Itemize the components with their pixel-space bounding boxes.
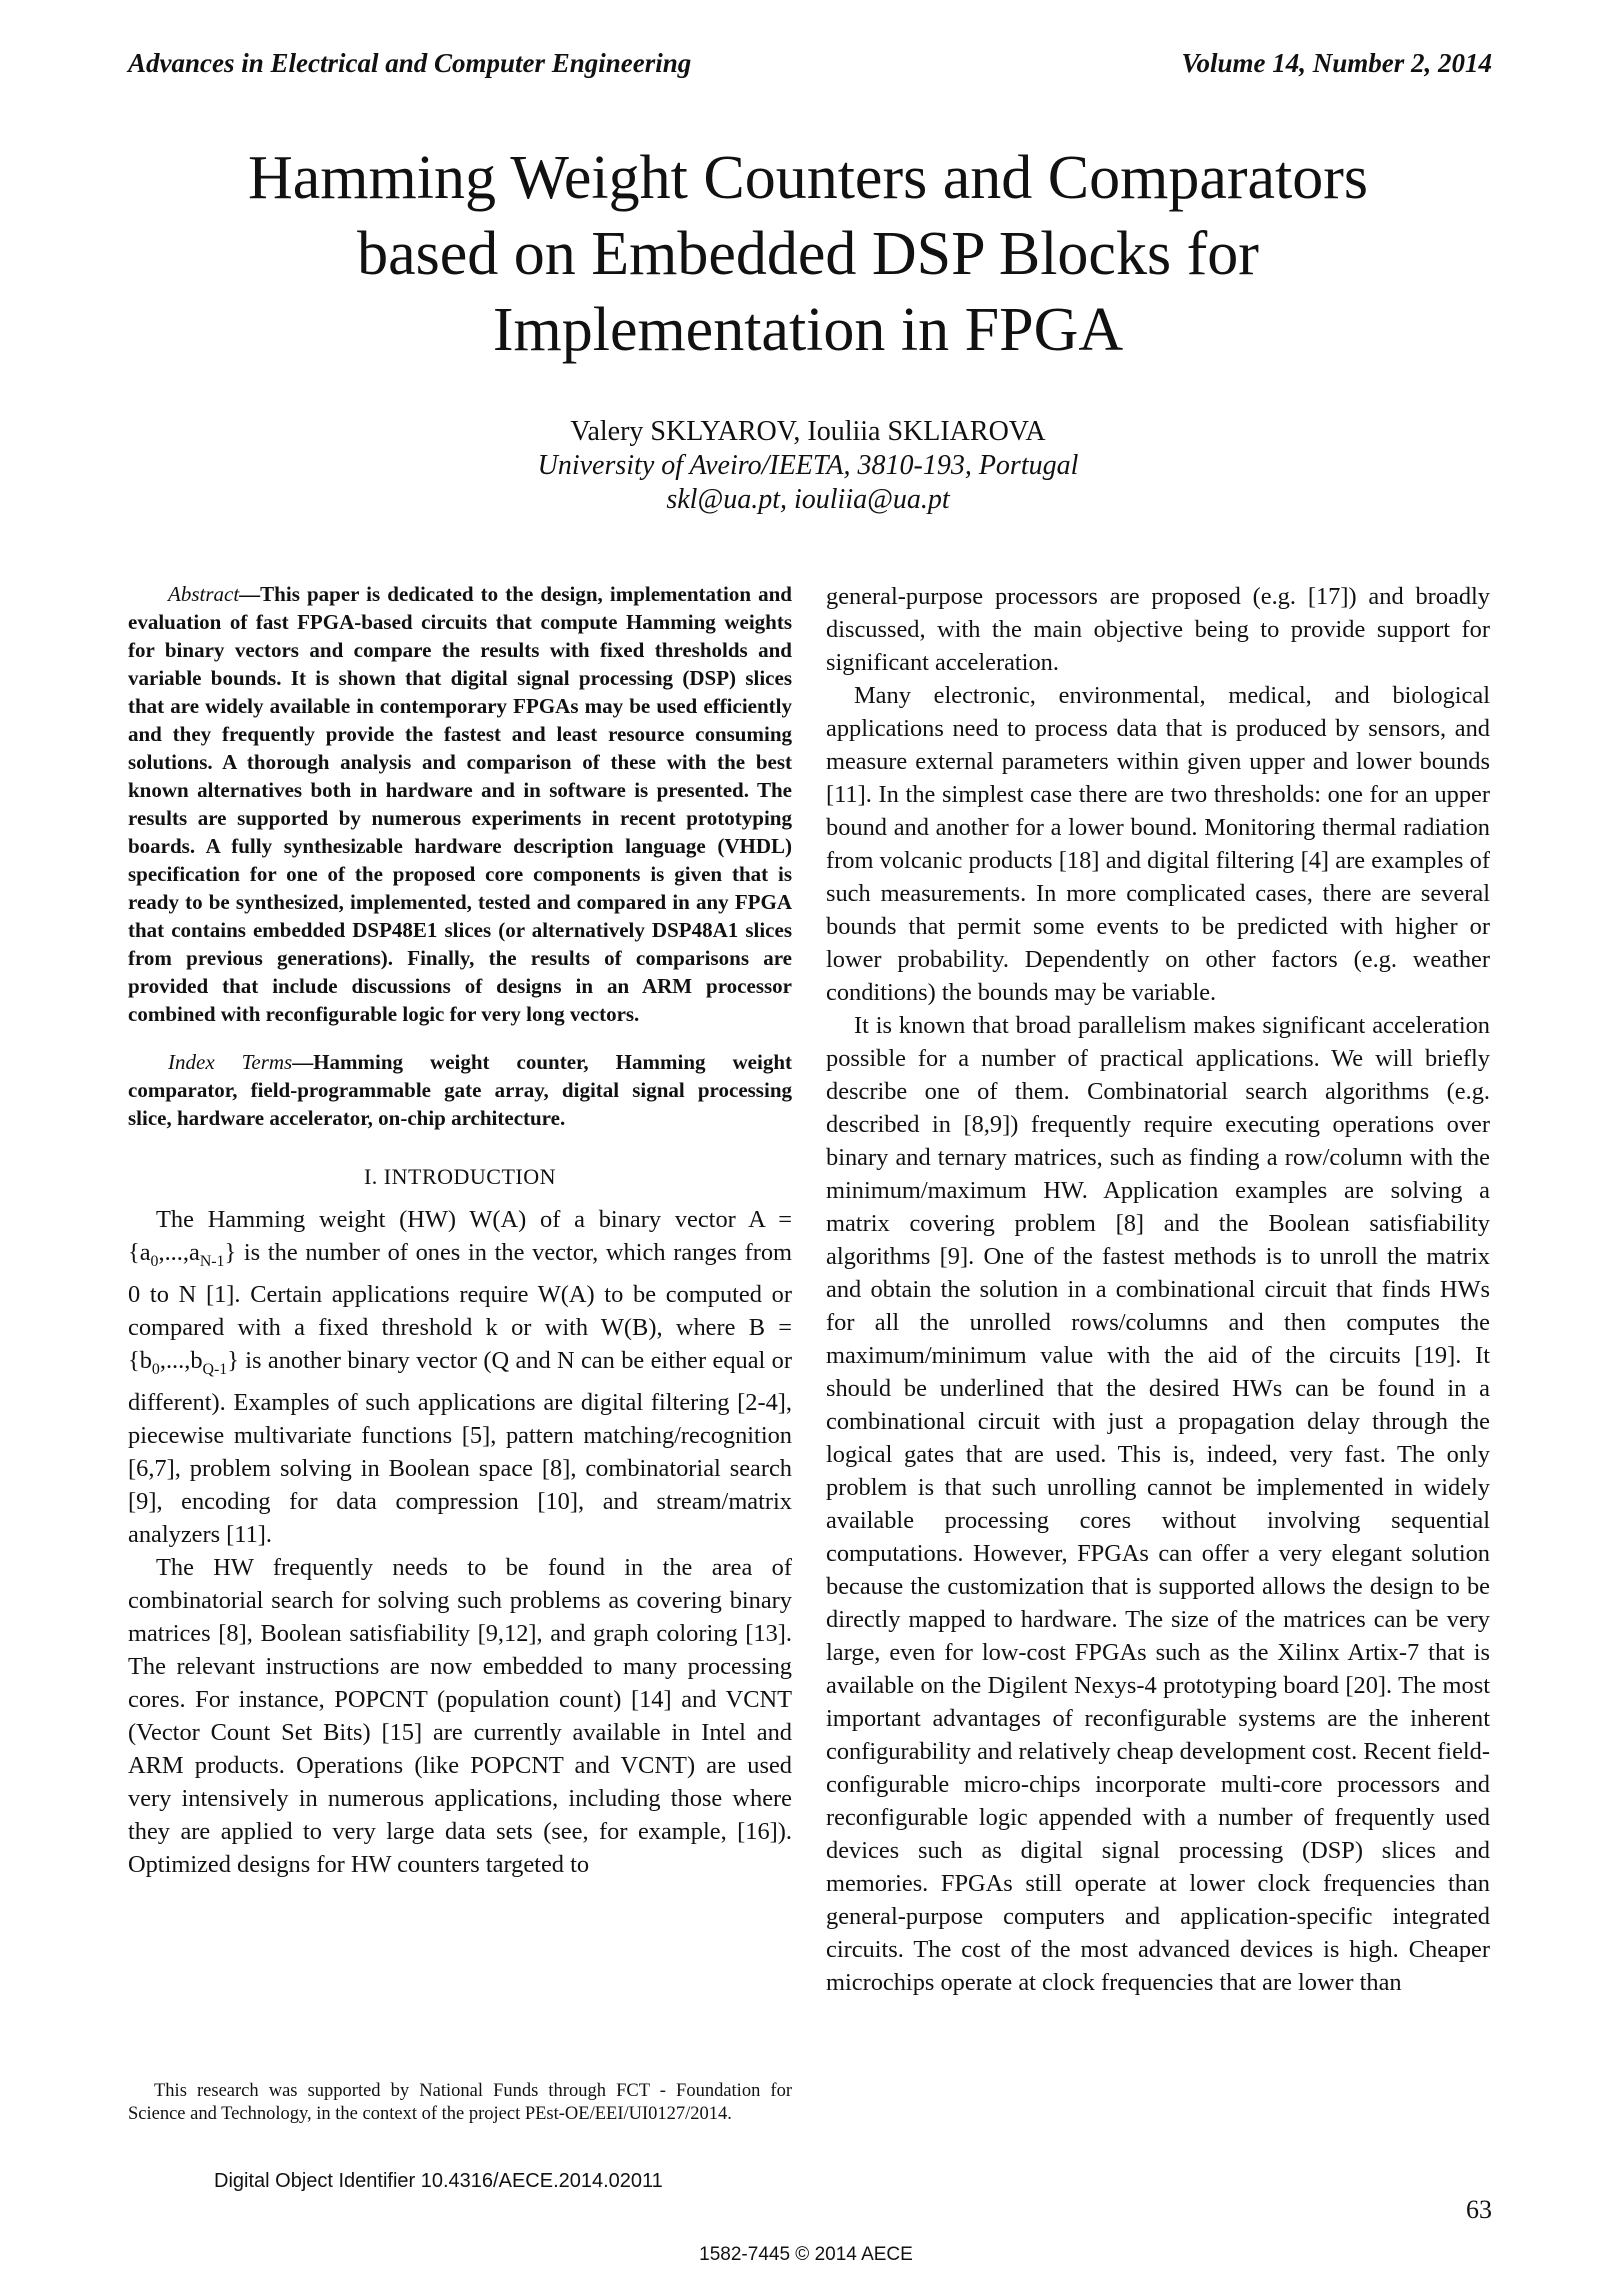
intro-p1-sub-3: 0 (151, 1360, 160, 1378)
page-number: 63 (1466, 2195, 1492, 2224)
intro-p1-text-b: ,...,a (158, 1239, 200, 1266)
intro-p1-sub-1: 0 (150, 1252, 159, 1270)
abstract-lead: Abstract (168, 582, 240, 606)
intro-p1-text-d: ,...,b (159, 1346, 203, 1374)
abstract-body: —This paper is dedicated to the design, implementation and evaluation of fast FPGA-based circuits that compute Hamming weights for binary vectors and compare the results with fixed thresholds and variable bounds. It is shown that digital signal processing (DSP) slices that are widely available in contemporary FPGAs may be used efficiently and they frequently provide the fastest and least resource consuming solutions. A thorough analysis and comparison of these with the best known alternatives both in hardware and in software is presented. The results are supported by numerous experiments in recent prototyping boards. A fully synthesizable hardware description language (VHDL) specification for one of the proposed core components is given that is ready to be synthesized, implemented, tested and compared in any FPGA that contains embedded DSP48E1 slices (or alternatively DSP48A1 slices from previous generations). Finally, the results of comparisons are provided that include discussions of designs in an ARM processor combined with reconfigurable logic for very long vectors. (128, 582, 792, 1026)
abstract (128, 580, 792, 1028)
right-paragraph-2: Many electronic, environmental, medical, and biological applications need to process data that is produced by sensors, and measure external parameters within given upper and lower bounds [11]. In the simplest case there are two thresholds: one for an upper bound and another for a lower bound. Monitoring thermal radiation from volcanic products [18] and digital filtering [4] are examples of such measurements. In more complicated cases, there are several bounds that permit some events to be predicted with higher or lower probability. Dependently on other factors (e.g. weather conditions) the bounds may be variable. (826, 682, 1490, 1006)
funding-footnote: This research was supported by National Funds through FCT - Foundation for Science and Technology, in the context of the project PEst-OE/EEI/UI0127/2014. (128, 2081, 792, 2124)
copyright-line: 1582-7445 © 2014 AECE (699, 2244, 913, 2265)
title-line-1: Hamming Weight Counters and Comparators (247, 144, 1369, 212)
title-line-3: Implementation in FPGA (492, 296, 1124, 364)
author-affiliation: University of Aveiro/IEETA, 3810-193, Portugal (537, 450, 1079, 481)
intro-p1-text-a: The Hamming weight (HW) W(A) of a binary vector A = {a (128, 1206, 792, 1266)
paper-title (128, 140, 1488, 368)
index-terms-body: —Hamming weight counter, Hamming weight comparator, field-programmable gate array, digital signal processing slice, hardware accelerator, on-chip architecture. (128, 1050, 792, 1130)
intro-paragraph-1 (128, 1203, 792, 1551)
right-column (826, 580, 1490, 1999)
intro-p1-text-e: } is another binary vector (Q and N can be either equal or different). Examples of such applications are digital filtering [2-4], piecewise multivariate functions [5], pattern matching/recognition [6,7], problem solving in Boolean space [8], combinatorial search [9], encoding for data compression [10], and stream/matrix analyzers [11]. (128, 1346, 792, 1548)
doi-identifier: Digital Object Identifier 10.4316/AECE.2014.02011 (214, 2170, 663, 2192)
intro-p1-text-c: } is the number of ones in the vector, which ranges from 0 to N [1]. Certain applications require W(A) to be computed or compared with a fixed threshold k or with W(B), where B = {b (128, 1239, 792, 1374)
title-line-2: based on Embedded DSP Blocks for (357, 220, 1259, 288)
right-paragraph-1: general-purpose processors are proposed (e.g. [17]) and broadly discussed, with the main objective being to provide support for significant acceleration. (826, 583, 1490, 676)
author-emails: skl@ua.pt, iouliia@ua.pt (666, 484, 950, 515)
author-block (128, 415, 1488, 517)
intro-p1-sub-2: N-1 (199, 1252, 225, 1270)
intro-paragraph-2: The HW frequently needs to be found in the area of combinatorial search for solving such problems as covering binary matrices [8], Boolean satisfiability [9,12], and graph coloring [13]. The relevant instructions are now embedded to many processing cores. For instance, POPCNT (population count) [14] and VCNT (Vector Count Set Bits) [15] are currently available in Intel and ARM products. Operations (like POPCNT and VCNT) are used very intensively in numerous applications, including those where they are applied to very large data sets (see, for example, [16]). Optimized designs for HW counters targeted to (128, 1553, 792, 1878)
left-column (128, 580, 792, 1881)
index-terms (128, 1048, 792, 1132)
index-terms-lead: Index Terms (168, 1050, 293, 1074)
running-header-journal: Advances in Electrical and Computer Engineering (128, 48, 692, 78)
intro-p1-sub-4: Q-1 (202, 1360, 228, 1378)
section-heading-introduction: I. INTRODUCTION (363, 1164, 557, 1189)
running-header-volume: Volume 14, Number 2, 2014 (1181, 48, 1492, 78)
right-paragraph-3: It is known that broad parallelism makes significant acceleration possible for a number of practical applications. We will briefly describe one of them. Combinatorial search algorithms (e.g. described in [8,9]) frequently require executing operations over binary and ternary matrices, such as finding a row/column with the minimum/maximum HW. Application examples are solving a matrix covering problem [8] and the Boolean satisfiability algorithms [9]. One of the fastest methods is to unroll the matrix and obtain the solution in a combinational circuit that finds HWs for all the unrolled rows/columns and then computes the maximum/minimum value with the aid of the circuits [19]. It should be underlined that the desired HWs can be found in a combinational circuit with just a propagation delay through the logical gates that are used. This is, indeed, very fast. The only problem is that such unrolling cannot be implemented in widely available processing cores without involving sequential computations. However, FPGAs can offer a very elegant solution because the customization that is supported allows the design to be directly mapped to hardware. The size of the matrices can be very large, even for low-cost FPGAs such as the Xilinx Artix-7 that is available on the Digilent Nexys-4 prototyping board [20]. The most important advantages of reconfigurable systems are the inherent configurability and relatively cheap development cost. Recent field-configurable micro-chips incorporate multi-core processors and reconfigurable logic appended with a number of frequently used devices such as digital signal processing (DSP) slices and memories. FPGAs still operate at lower clock frequencies than general-purpose computers and application-specific integrated circuits. The cost of the most advanced devices is high. Cheaper microchips operate at clock frequencies that are lower than (826, 1012, 1490, 1996)
author-names: Valery SKLYAROV, Iouliia SKLIAROVA (570, 416, 1046, 447)
